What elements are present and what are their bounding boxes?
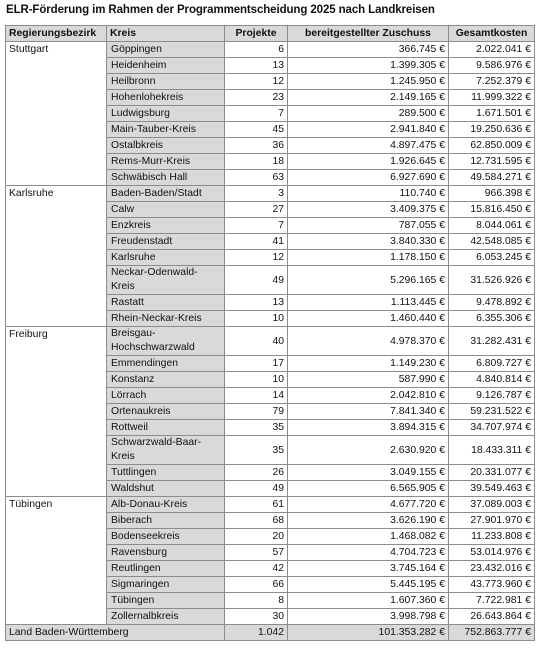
header-regierungsbezirk: Regierungsbezirk	[6, 26, 107, 42]
zuschuss-cell: 1.149.230 €	[288, 356, 449, 372]
kreis-cell: Tübingen	[107, 593, 225, 609]
gesamtkosten-cell: 59.231.522 €	[449, 404, 535, 420]
zuschuss-cell: 1.178.150 €	[288, 250, 449, 266]
kreis-cell: Emmendingen	[107, 356, 225, 372]
projekte-cell: 13	[225, 58, 288, 74]
table-row	[6, 186, 535, 202]
projekte-cell: 35	[225, 420, 288, 436]
projekte-cell: 17	[225, 356, 288, 372]
zuschuss-cell: 3.049.155 €	[288, 465, 449, 481]
zuschuss-cell: 3.745.164 €	[288, 561, 449, 577]
projekte-cell: 18	[225, 154, 288, 170]
gesamtkosten-cell: 4.840.814 €	[449, 372, 535, 388]
projekte-cell: 14	[225, 388, 288, 404]
projekte-cell: 41	[225, 234, 288, 250]
header-projekte: Projekte	[225, 26, 288, 42]
table-body	[6, 42, 535, 641]
kreis-cell: Baden-Baden/Stadt	[107, 186, 225, 202]
projekte-cell: 79	[225, 404, 288, 420]
gesamtkosten-cell: 31.282.431 €	[449, 327, 535, 356]
total-zuschuss: 101.353.282 €	[288, 625, 449, 641]
projekte-cell: 42	[225, 561, 288, 577]
projekte-cell: 8	[225, 593, 288, 609]
zuschuss-cell: 5.296.165 €	[288, 266, 449, 295]
zuschuss-cell: 787.055 €	[288, 218, 449, 234]
gesamtkosten-cell: 6.355.306 €	[449, 311, 535, 327]
gesamtkosten-cell: 6.809.727 €	[449, 356, 535, 372]
kreis-cell: Ostalbkreis	[107, 138, 225, 154]
total-label: Land Baden-Württemberg	[6, 625, 225, 641]
gesamtkosten-cell: 42.548.085 €	[449, 234, 535, 250]
projekte-cell: 7	[225, 218, 288, 234]
gesamtkosten-cell: 966.398 €	[449, 186, 535, 202]
zuschuss-cell: 4.704.723 €	[288, 545, 449, 561]
regierungsbezirk-cell: Freiburg	[6, 327, 107, 497]
gesamtkosten-cell: 31.526.926 €	[449, 266, 535, 295]
kreis-cell: Sigmaringen	[107, 577, 225, 593]
table-title: ELR-Förderung im Rahmen der Programmentscheidung 2025 nach Landkreisen	[6, 4, 435, 16]
header-kreis: Kreis	[107, 26, 225, 42]
gesamtkosten-cell: 62.850.009 €	[449, 138, 535, 154]
kreis-cell: Lörrach	[107, 388, 225, 404]
gesamtkosten-cell: 8.044.061 €	[449, 218, 535, 234]
zuschuss-cell: 1.399.305 €	[288, 58, 449, 74]
gesamtkosten-cell: 53.014.976 €	[449, 545, 535, 561]
kreis-cell: Calw	[107, 202, 225, 218]
kreis-cell: Zollernalbkreis	[107, 609, 225, 625]
gesamtkosten-cell: 6.053.245 €	[449, 250, 535, 266]
kreis-cell: Bodenseekreis	[107, 529, 225, 545]
kreis-cell: Rhein-Neckar-Kreis	[107, 311, 225, 327]
projekte-cell: 30	[225, 609, 288, 625]
projekte-cell: 13	[225, 295, 288, 311]
projekte-cell: 36	[225, 138, 288, 154]
kreis-cell: Reutlingen	[107, 561, 225, 577]
kreis-cell: Göppingen	[107, 42, 225, 58]
gesamtkosten-cell: 9.126.787 €	[449, 388, 535, 404]
kreis-cell: Tuttlingen	[107, 465, 225, 481]
zuschuss-cell: 4.677.720 €	[288, 497, 449, 513]
kreis-cell: Freudenstadt	[107, 234, 225, 250]
gesamtkosten-cell: 34.707.974 €	[449, 420, 535, 436]
kreis-cell: Hohenlohekreis	[107, 90, 225, 106]
projekte-cell: 26	[225, 465, 288, 481]
gesamtkosten-cell: 23.432.016 €	[449, 561, 535, 577]
kreis-cell: Enzkreis	[107, 218, 225, 234]
table-row	[6, 327, 535, 356]
gesamtkosten-cell: 9.478.892 €	[449, 295, 535, 311]
kreis-cell: Karlsruhe	[107, 250, 225, 266]
total-gesamtkosten: 752.863.777 €	[449, 625, 535, 641]
zuschuss-cell: 2.149.165 €	[288, 90, 449, 106]
kreis-cell: Ravensburg	[107, 545, 225, 561]
projekte-cell: 7	[225, 106, 288, 122]
gesamtkosten-cell: 20.331.077 €	[449, 465, 535, 481]
projekte-cell: 68	[225, 513, 288, 529]
zuschuss-cell: 1.460.440 €	[288, 311, 449, 327]
kreis-cell: Ludwigsburg	[107, 106, 225, 122]
kreis-cell: Ortenaukreis	[107, 404, 225, 420]
gesamtkosten-cell: 27.901.970 €	[449, 513, 535, 529]
projekte-cell: 63	[225, 170, 288, 186]
projekte-cell: 10	[225, 311, 288, 327]
zuschuss-cell: 3.840.330 €	[288, 234, 449, 250]
table-row	[6, 42, 535, 58]
zuschuss-cell: 366.745 €	[288, 42, 449, 58]
projekte-cell: 3	[225, 186, 288, 202]
kreis-cell: Rastatt	[107, 295, 225, 311]
kreis-cell: Alb-Donau-Kreis	[107, 497, 225, 513]
projekte-cell: 35	[225, 436, 288, 465]
kreis-cell: Rems-Murr-Kreis	[107, 154, 225, 170]
zuschuss-cell: 1.468.082 €	[288, 529, 449, 545]
zuschuss-cell: 1.926.645 €	[288, 154, 449, 170]
zuschuss-cell: 6.565.905 €	[288, 481, 449, 497]
kreis-cell: Schwäbisch Hall	[107, 170, 225, 186]
zuschuss-cell: 3.626.190 €	[288, 513, 449, 529]
gesamtkosten-cell: 26.643.864 €	[449, 609, 535, 625]
projekte-cell: 49	[225, 481, 288, 497]
zuschuss-cell: 1.113.445 €	[288, 295, 449, 311]
zuschuss-cell: 5.445.195 €	[288, 577, 449, 593]
gesamtkosten-cell: 39.549.463 €	[449, 481, 535, 497]
kreis-cell: Schwarzwald-Baar-Kreis	[107, 436, 225, 465]
total-row	[6, 625, 535, 641]
zuschuss-cell: 1.607.360 €	[288, 593, 449, 609]
zuschuss-cell: 2.941.840 €	[288, 122, 449, 138]
projekte-cell: 27	[225, 202, 288, 218]
projekte-cell: 45	[225, 122, 288, 138]
projekte-cell: 6	[225, 42, 288, 58]
gesamtkosten-cell: 2.022.041 €	[449, 42, 535, 58]
zuschuss-cell: 3.998.798 €	[288, 609, 449, 625]
gesamtkosten-cell: 18.433.311 €	[449, 436, 535, 465]
gesamtkosten-cell: 43.773.960 €	[449, 577, 535, 593]
gesamtkosten-cell: 11.999.322 €	[449, 90, 535, 106]
gesamtkosten-cell: 7.252.379 €	[449, 74, 535, 90]
kreis-cell: Biberach	[107, 513, 225, 529]
header-gesamtkosten: Gesamtkosten	[449, 26, 535, 42]
regierungsbezirk-cell: Karlsruhe	[6, 186, 107, 327]
kreis-cell: Breisgau-Hochschwarzwald	[107, 327, 225, 356]
zuschuss-cell: 7.841.340 €	[288, 404, 449, 420]
gesamtkosten-cell: 49.584.271 €	[449, 170, 535, 186]
projekte-cell: 57	[225, 545, 288, 561]
zuschuss-cell: 110.740 €	[288, 186, 449, 202]
regierungsbezirk-cell: Tübingen	[6, 497, 107, 625]
zuschuss-cell: 6.927.690 €	[288, 170, 449, 186]
zuschuss-cell: 4.978.370 €	[288, 327, 449, 356]
gesamtkosten-cell: 1.671.501 €	[449, 106, 535, 122]
funding-table	[5, 25, 535, 641]
projekte-cell: 40	[225, 327, 288, 356]
projekte-cell: 66	[225, 577, 288, 593]
kreis-cell: Heidenheim	[107, 58, 225, 74]
projekte-cell: 12	[225, 250, 288, 266]
header-row	[6, 26, 535, 42]
gesamtkosten-cell: 15.816.450 €	[449, 202, 535, 218]
kreis-cell: Waldshut	[107, 481, 225, 497]
zuschuss-cell: 4.897.475 €	[288, 138, 449, 154]
kreis-cell: Konstanz	[107, 372, 225, 388]
total-projekte: 1.042	[225, 625, 288, 641]
zuschuss-cell: 289.500 €	[288, 106, 449, 122]
gesamtkosten-cell: 11.233.808 €	[449, 529, 535, 545]
table-row	[6, 497, 535, 513]
zuschuss-cell: 2.042.810 €	[288, 388, 449, 404]
projekte-cell: 23	[225, 90, 288, 106]
gesamtkosten-cell: 37.089.003 €	[449, 497, 535, 513]
projekte-cell: 61	[225, 497, 288, 513]
header-zuschuss: bereitgestellter Zuschuss	[288, 26, 449, 42]
projekte-cell: 12	[225, 74, 288, 90]
gesamtkosten-cell: 12.731.595 €	[449, 154, 535, 170]
kreis-cell: Heilbronn	[107, 74, 225, 90]
gesamtkosten-cell: 19.250.636 €	[449, 122, 535, 138]
zuschuss-cell: 3.409.375 €	[288, 202, 449, 218]
zuschuss-cell: 2.630.920 €	[288, 436, 449, 465]
gesamtkosten-cell: 7.722.981 €	[449, 593, 535, 609]
zuschuss-cell: 587.990 €	[288, 372, 449, 388]
regierungsbezirk-cell: Stuttgart	[6, 42, 107, 186]
gesamtkosten-cell: 9.586.976 €	[449, 58, 535, 74]
projekte-cell: 20	[225, 529, 288, 545]
kreis-cell: Main-Tauber-Kreis	[107, 122, 225, 138]
zuschuss-cell: 1.245.950 €	[288, 74, 449, 90]
zuschuss-cell: 3.894.315 €	[288, 420, 449, 436]
projekte-cell: 10	[225, 372, 288, 388]
projekte-cell: 49	[225, 266, 288, 295]
kreis-cell: Neckar-Odenwald-Kreis	[107, 266, 225, 295]
kreis-cell: Rottweil	[107, 420, 225, 436]
